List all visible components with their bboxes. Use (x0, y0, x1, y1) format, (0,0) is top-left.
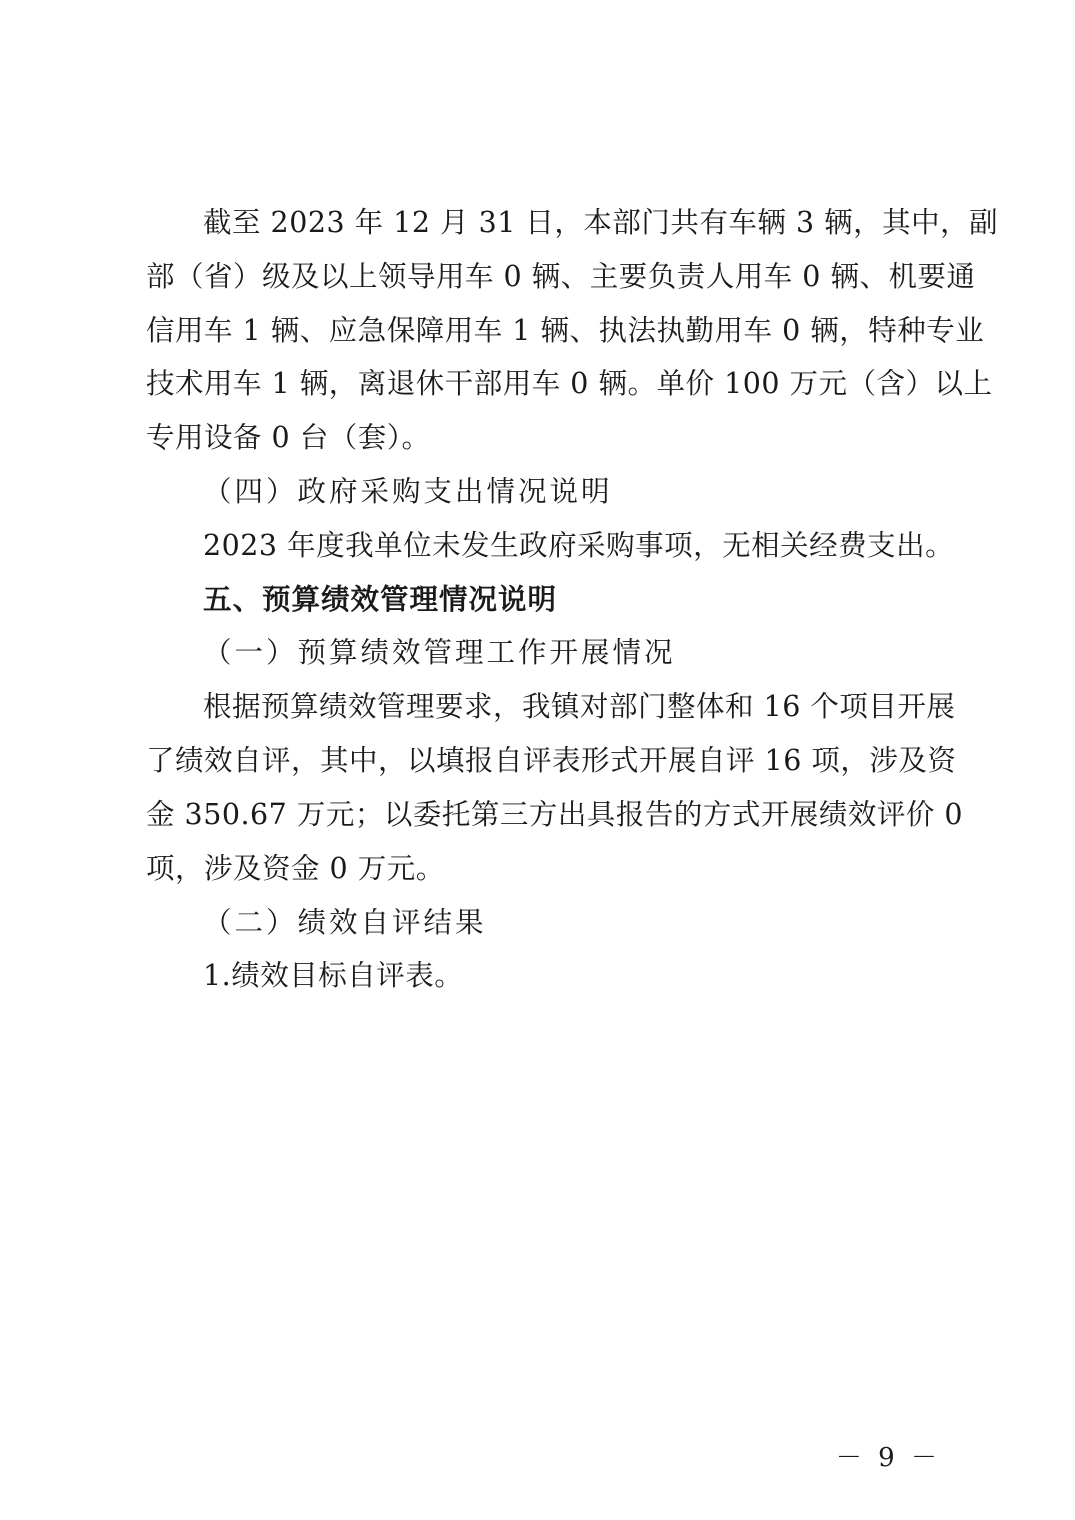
subheading-self-evaluation-results: （二）绩效自评结果 (203, 906, 487, 939)
paragraph-procurement: 2023 年度我单位未发生政府采购事项，无相关经费支出。 (203, 529, 955, 562)
subheading-government-procurement: （四）政府采购支出情况说明 (203, 475, 613, 508)
paragraph-self-evaluation-line-4: 项，涉及资金 0 万元。 (146, 852, 445, 885)
paragraph-vehicles-line-3: 信用车 1 辆、应急保障用车 1 辆、执法执勤用车 0 辆，特种专业 (146, 314, 985, 347)
paragraph-self-evaluation-line-2: 了绩效自评，其中，以填报自评表形式开展自评 16 项，涉及资 (146, 744, 957, 777)
heading-budget-performance: 五、预算绩效管理情况说明 (203, 583, 558, 616)
paragraph-vehicles-line-1: 截至 2023 年 12 月 31 日，本部门共有车辆 3 辆，其中，副 (203, 206, 999, 239)
paragraph-self-evaluation-line-1: 根据预算绩效管理要求，我镇对部门整体和 16 个项目开展 (203, 690, 956, 723)
paragraph-vehicles-line-4: 技术用车 1 辆，离退休干部用车 0 辆。单价 100 万元（含）以上 (146, 367, 993, 400)
paragraph-vehicles-line-2: 部（省）级及以上领导用车 0 辆、主要负责人用车 0 辆、机要通 (146, 260, 976, 293)
list-item-performance-table: 1.绩效目标自评表。 (203, 959, 464, 992)
page-number: － 9 － (835, 1443, 941, 1473)
paragraph-self-evaluation-line-3: 金 350.67 万元；以委托第三方出具报告的方式开展绩效评价 0 (146, 798, 964, 831)
subheading-performance-work: （一）预算绩效管理工作开展情况 (203, 636, 676, 669)
paragraph-vehicles-line-5: 专用设备 0 台（套）。 (146, 421, 431, 454)
